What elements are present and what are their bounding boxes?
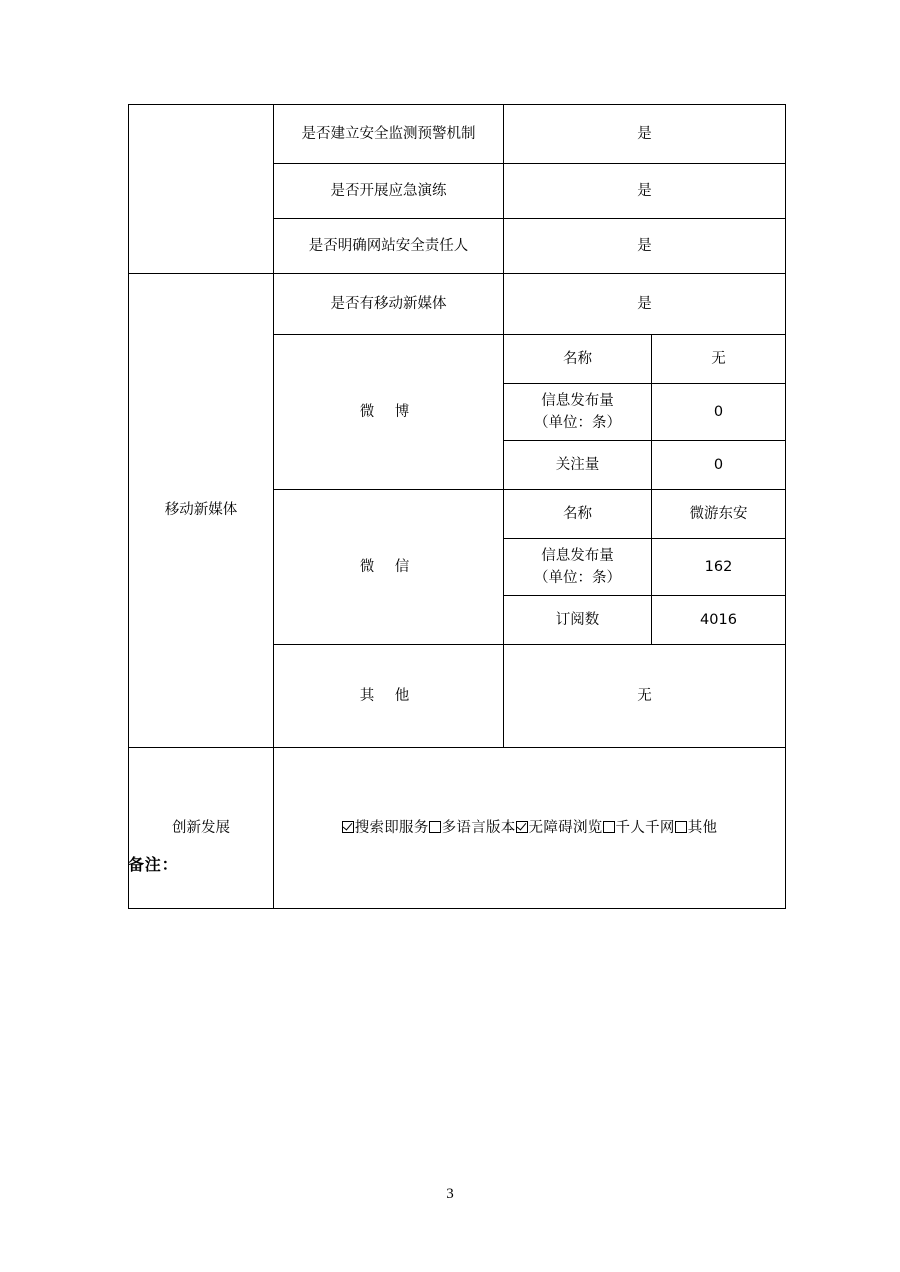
checkbox-checked-icon[interactable] <box>342 821 354 833</box>
checkbox-empty-icon[interactable] <box>603 821 615 833</box>
weibo-name-value: 无 <box>652 335 786 384</box>
security-row-value-0: 是 <box>504 105 786 164</box>
innovation-option-2-label: 无障碍浏览 <box>528 819 603 836</box>
innovation-options-cell <box>274 748 786 909</box>
weixin-publish-count-label-line2: （单位：条） <box>534 570 621 586</box>
page-number: 3 <box>446 1186 454 1202</box>
table-row <box>129 105 786 164</box>
checkbox-checked-icon[interactable] <box>516 821 528 833</box>
security-row-value-1: 是 <box>504 164 786 219</box>
innovation-label: 创新发展 <box>129 748 274 909</box>
innovation-option-1[interactable] <box>429 820 516 836</box>
weibo-publish-count-label-line2: （单位：条） <box>534 415 621 431</box>
security-row-value-2: 是 <box>504 219 786 274</box>
weibo-publish-count-value: 0 <box>652 384 786 441</box>
weixin-publish-count-label <box>504 539 652 596</box>
checkbox-empty-icon[interactable] <box>429 821 441 833</box>
annual-report-table <box>128 104 786 909</box>
weixin-label: 微 信 <box>274 490 504 645</box>
weixin-name-label: 名称 <box>504 490 652 539</box>
weibo-label: 微 博 <box>274 335 504 490</box>
weibo-followers-value: 0 <box>652 441 786 490</box>
security-row-label-0: 是否建立安全监测预警机制 <box>274 105 504 164</box>
innovation-option-4[interactable] <box>675 820 718 836</box>
other-media-label: 其 他 <box>274 645 504 748</box>
has-mobile-media-label: 是否有移动新媒体 <box>274 274 504 335</box>
weixin-publish-count-value: 162 <box>652 539 786 596</box>
other-media-value: 无 <box>504 645 786 748</box>
weixin-subscribers-label: 订阅数 <box>504 596 652 645</box>
weibo-name-label: 名称 <box>504 335 652 384</box>
innovation-option-0[interactable] <box>342 820 429 836</box>
innovation-option-3[interactable] <box>603 820 675 836</box>
weibo-publish-count-label <box>504 384 652 441</box>
innovation-option-4-label: 其他 <box>687 819 718 836</box>
remark-label: 备注： <box>128 855 179 874</box>
weibo-followers-label: 关注量 <box>504 441 652 490</box>
security-row-label-2: 是否明确网站安全责任人 <box>274 219 504 274</box>
weixin-publish-count-label-line1: 信息发布量 <box>541 547 614 564</box>
weixin-name-value: 微游东安 <box>652 490 786 539</box>
innovation-option-0-label: 搜索即服务 <box>354 819 429 836</box>
mobile-media-section-label: 移动新媒体 <box>129 274 274 748</box>
weixin-subscribers-value: 4016 <box>652 596 786 645</box>
innovation-option-2[interactable] <box>516 820 603 836</box>
innovation-option-3-label: 千人千网 <box>615 819 675 836</box>
innovation-options-list <box>278 814 781 843</box>
has-mobile-media-value: 是 <box>504 274 786 335</box>
innovation-option-1-label: 多语言版本 <box>441 819 516 836</box>
security-row-label-1: 是否开展应急演练 <box>274 164 504 219</box>
table-row <box>129 274 786 335</box>
table-row <box>129 748 786 909</box>
security-section-label <box>129 105 274 274</box>
weibo-publish-count-label-line1: 信息发布量 <box>541 392 614 409</box>
checkbox-empty-icon[interactable] <box>675 821 687 833</box>
